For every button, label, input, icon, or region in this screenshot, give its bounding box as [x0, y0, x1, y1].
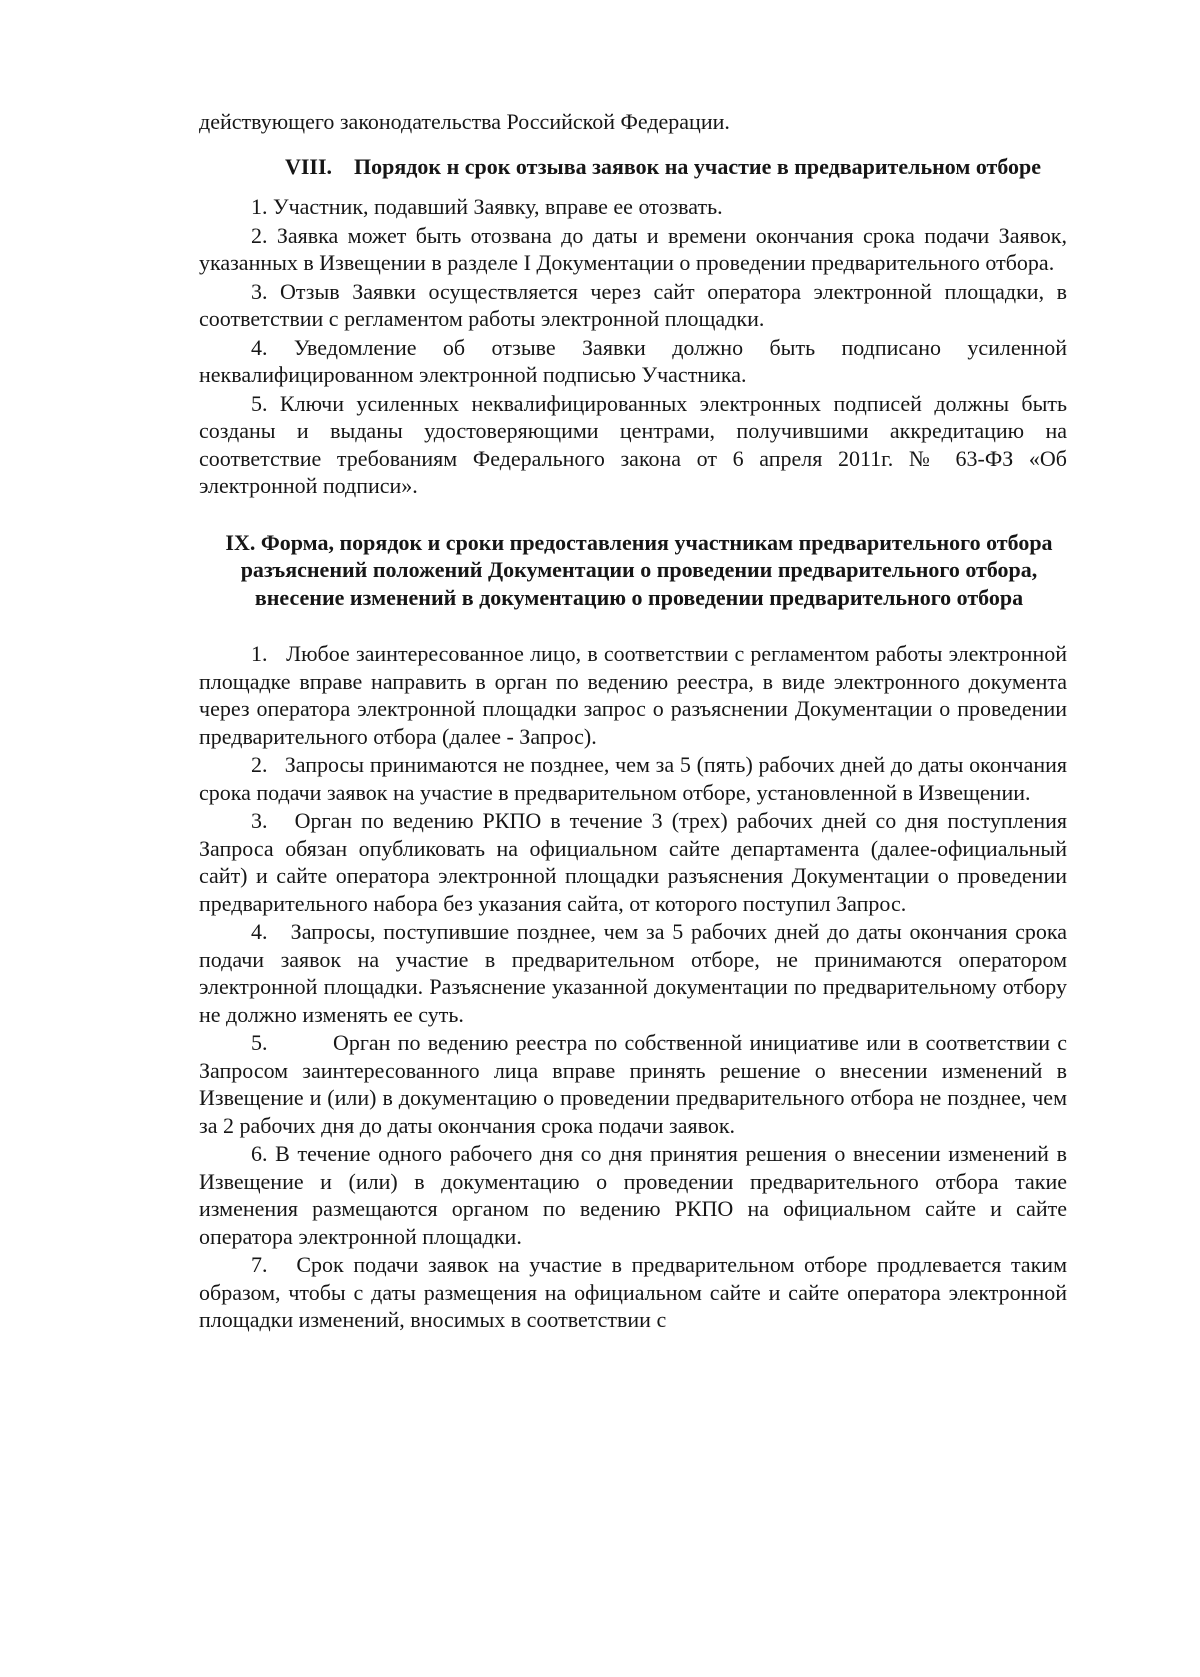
item-text: Отзыв Заявки осуществляется через сайт оператора электронной площадки, в соответствии с регламентом работы электронной площадки.: [199, 278, 1067, 331]
item-text: Заявка может быть отозвана до даты и времени окончания срока подачи Заявок, указанных в Извещении в разделе I Документации о проведении предварительного отбора.: [199, 222, 1067, 275]
section-8-heading: [199, 153, 1067, 181]
item-number: 4.: [251, 919, 268, 944]
item-text: Ключи усиленных неквалифицированных электронных подписей должны быть созданы и выданы удостоверяющими центрами, получившими аккредитацию на соответствие требованиям Федерального закона от 6 апреля 2011г. № 63-ФЗ «Об электронной подписи».: [199, 390, 1068, 498]
list-item: [199, 751, 1067, 806]
list-item: [199, 1140, 1067, 1250]
section-8-number: VIII.: [284, 153, 333, 179]
section-9-heading: IX. Форма, порядок и сроки предоставления участникам предварительного отбора разъяснений положений Документации о проведении предварительного отбора, внесение изменений в документацию о проведении предварительного отбора: [225, 529, 1053, 610]
item-number: 5.: [251, 390, 268, 416]
list-item: [199, 807, 1067, 917]
list-item: [199, 1251, 1067, 1334]
item-text: Запросы принимаются не позднее, чем за 5 (пять) рабочих дней до даты окончания срока подачи заявок на участие в предварительном отборе, установленной в Извещении.: [199, 752, 1068, 805]
continuation-text: действующего законодательства Российской Федерации.: [199, 109, 730, 134]
item-number: 4.: [251, 334, 268, 360]
item-number: 1.: [251, 641, 268, 666]
section-8-list: [199, 193, 1067, 500]
item-number: 2.: [251, 222, 268, 248]
list-item: [199, 193, 1067, 221]
item-text: Уведомление об отзыве Заявки должно быть подписано усиленной неквалифицированном электронной подписью Участника.: [199, 334, 1067, 387]
item-number: 3.: [251, 808, 268, 833]
section-9-list: [199, 640, 1067, 1334]
item-number: 7.: [251, 1252, 268, 1277]
list-item: [199, 390, 1067, 500]
item-number: 3.: [251, 278, 268, 304]
section-8-title: Порядок н срок отзыва заявок на участие в предварительном отборе: [354, 153, 1042, 179]
list-item: [199, 278, 1067, 333]
list-item: [199, 640, 1067, 750]
item-text: В течение одного рабочего дня со дня принятия решения о внесении изменений в Извещение и (или) в документацию о проведении предварительного отбора такие изменения размещаются органом по ведению РКПО на официальном сайте и сайте оператора электронной площадки.: [199, 1141, 1068, 1249]
item-number: 1.: [251, 194, 268, 219]
item-number: 2.: [251, 752, 268, 777]
item-text: Орган по ведению реестра по собственной инициативе или в соответствии с Запросом заинтересованного лица вправе принять решение о внесении изменений в Извещение и (или) в документацию о проведении предварительного отбора не позднее, чем за 2 рабочих дня до даты окончания срока подачи заявок.: [199, 1030, 1067, 1138]
item-text: Срок подачи заявок на участие в предварительном отборе продлевается таким образом, чтобы с даты размещения на официальном сайте и сайте оператора электронной площадки изменений, вносимых в соответствии с: [199, 1252, 1067, 1332]
list-item: [199, 1029, 1067, 1139]
item-text: Орган по ведению РКПО в течение 3 (трех) рабочих дней со дня поступления Запроса обязан опубликовать на официальном сайте департамента (далее-официальный сайт) и сайте оператора электронной площадки разъяснения Документации о проведении предварительного набора без указания сайта, от которого поступил Запрос.: [199, 808, 1068, 916]
item-text: Любое заинтересованное лицо, в соответствии с регламентом работы электронной площадке вправе направить в орган по ведению реестра, в виде электронного документа через оператора электронной площадки запрос о разъяснении Документации о проведении предварительного отбора (далее - Запрос).: [199, 641, 1068, 749]
item-number: 5.: [251, 1030, 268, 1055]
document-page: [199, 108, 1067, 1335]
list-item: [199, 918, 1067, 1028]
item-text: Запросы, поступившие позднее, чем за 5 рабочих дней до даты окончания срока подачи заявок на участие в предварительном отборе, не принимаются оператором электронной площадки. Разъяснение указанной документации по предварительному отбору не должно изменять ее суть.: [199, 919, 1068, 1027]
list-item: [199, 222, 1067, 277]
item-number: 6.: [251, 1141, 268, 1166]
item-text: Участник, подавший Заявку, вправе ее отозвать.: [273, 194, 723, 219]
list-item: [199, 334, 1067, 389]
